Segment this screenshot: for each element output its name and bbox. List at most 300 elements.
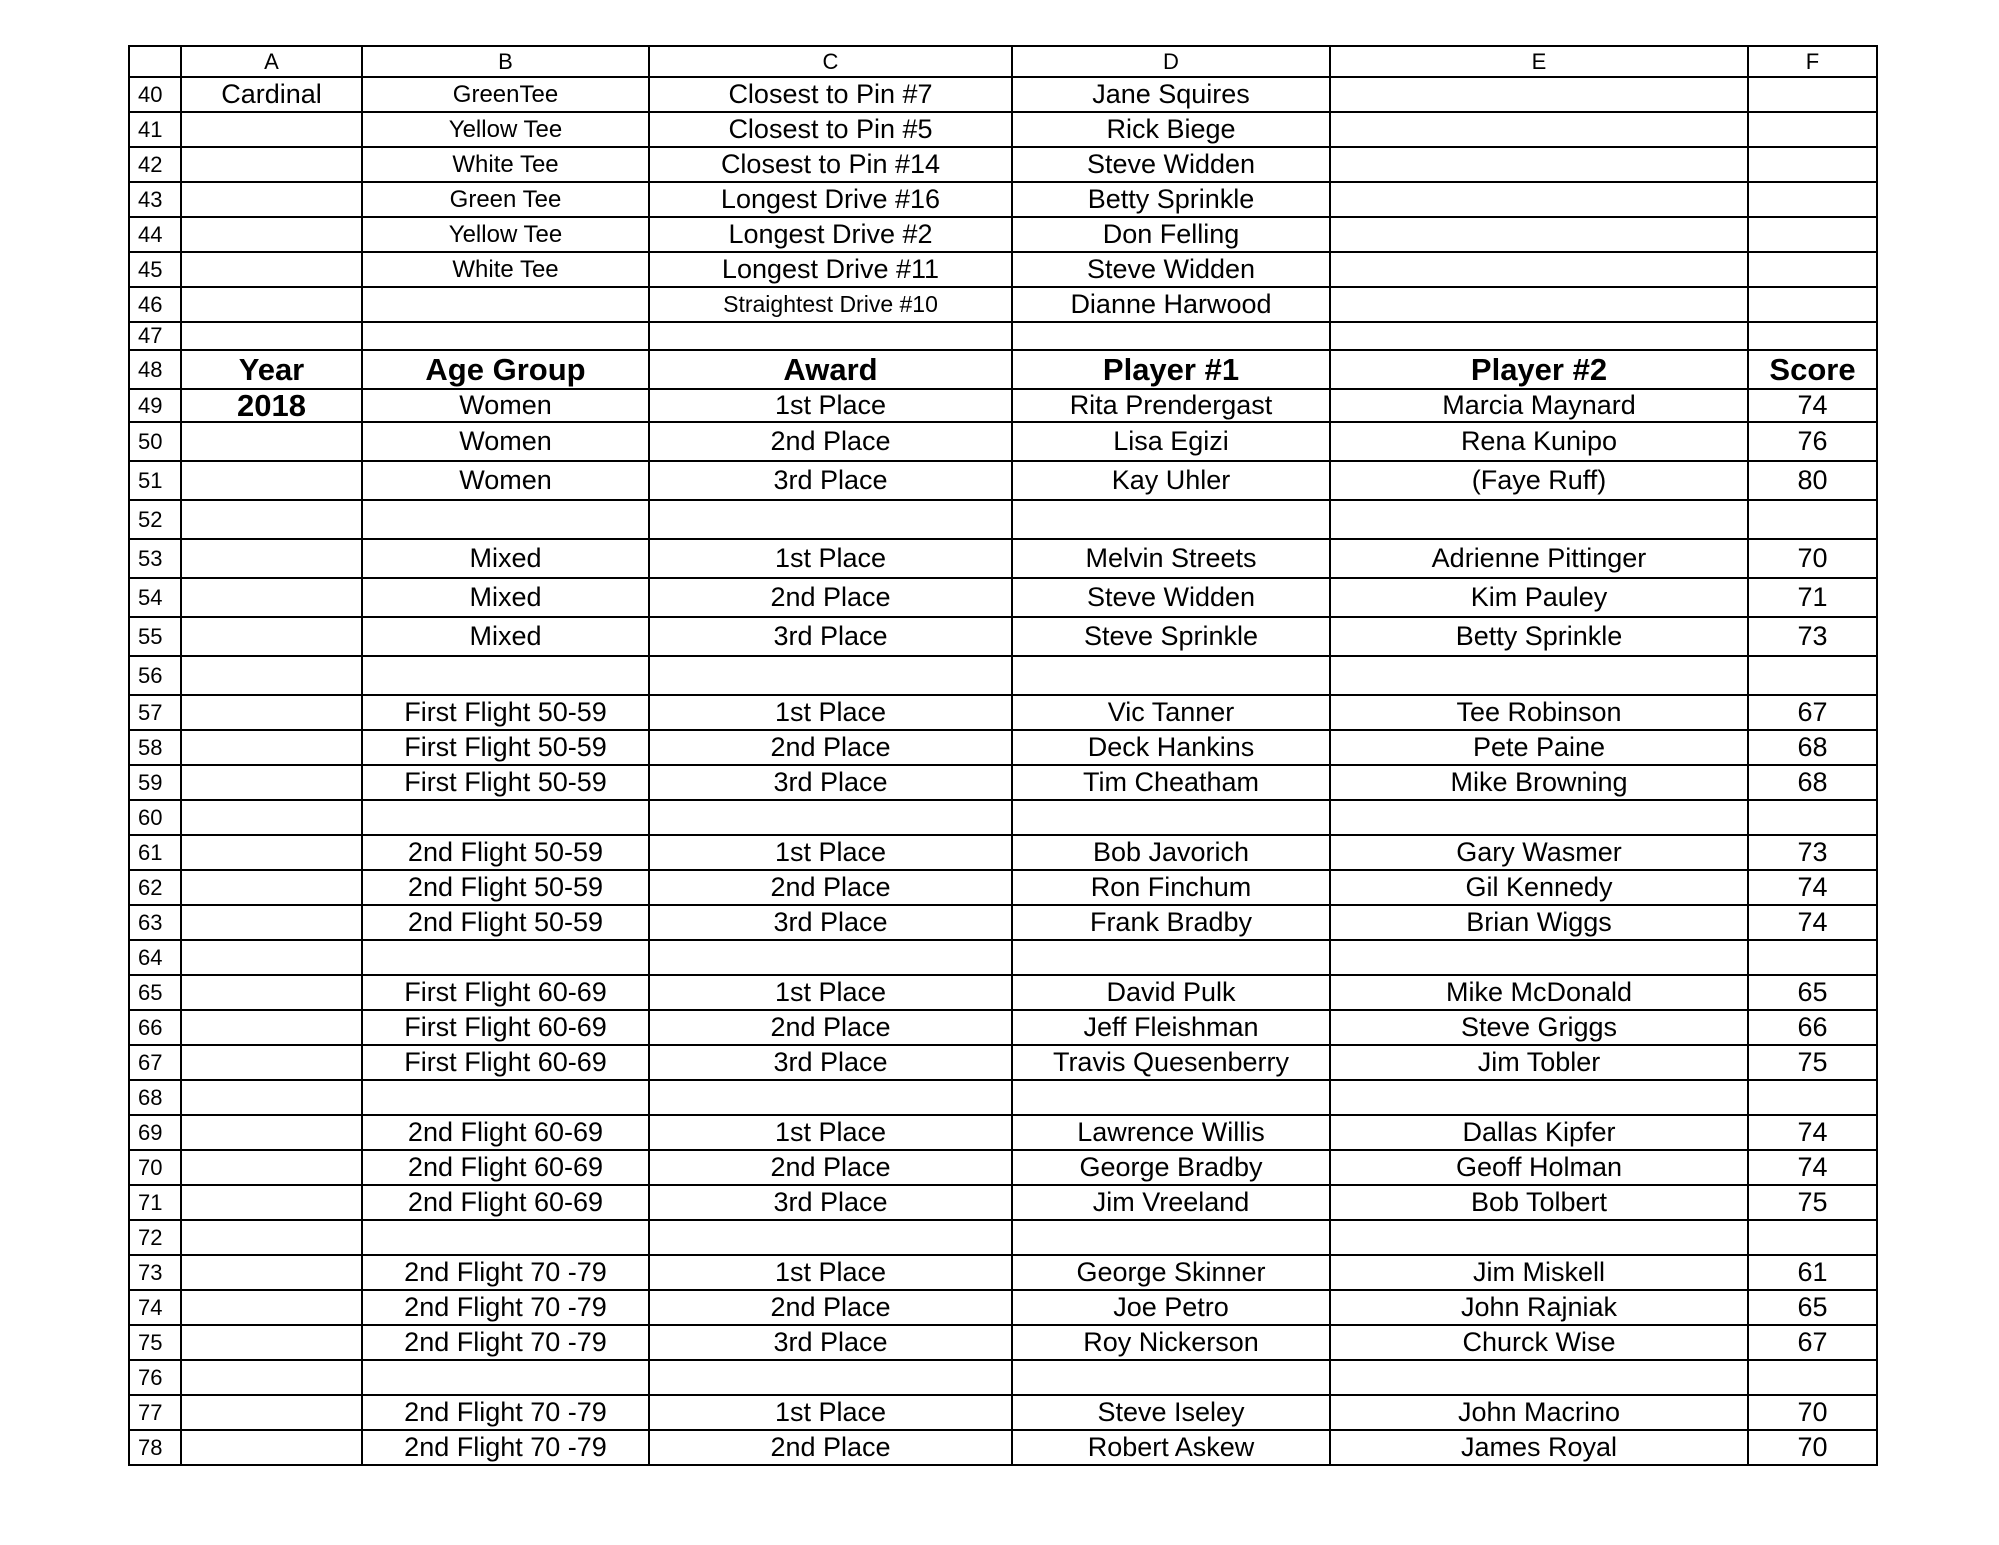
row-number[interactable]: 66 (129, 1010, 181, 1045)
cell-player-1[interactable]: Steve Widden (1012, 578, 1330, 617)
cell-score[interactable]: 75 (1748, 1185, 1877, 1220)
row-number[interactable]: 48 (129, 350, 181, 389)
cell-player-2[interactable]: Jim Tobler (1330, 1045, 1748, 1080)
cell-award[interactable]: 3rd Place (649, 1045, 1012, 1080)
cell-award[interactable]: Longest Drive #2 (649, 217, 1012, 252)
cell-player-2[interactable]: Pete Paine (1330, 730, 1748, 765)
cell-player-2[interactable] (1330, 217, 1748, 252)
cell-age-group[interactable]: White Tee (362, 147, 649, 182)
row-number[interactable]: 65 (129, 975, 181, 1010)
cell-player-1[interactable]: Steve Widden (1012, 147, 1330, 182)
row-number[interactable]: 76 (129, 1360, 181, 1395)
table-row (129, 389, 1877, 422)
cell-age-group[interactable]: First Flight 50-59 (362, 695, 649, 730)
row-number[interactable]: 73 (129, 1255, 181, 1290)
cell-score[interactable]: 68 (1748, 765, 1877, 800)
cell-year[interactable] (181, 539, 362, 578)
cell-age-group[interactable] (362, 800, 649, 835)
cell-age-group[interactable] (362, 287, 649, 322)
cell-player-2[interactable] (1330, 940, 1748, 975)
row-number[interactable]: 44 (129, 217, 181, 252)
cell-player-2[interactable] (1330, 287, 1748, 322)
cell-award[interactable]: Longest Drive #16 (649, 182, 1012, 217)
cell-award[interactable]: Closest to Pin #7 (649, 77, 1012, 112)
column-header-c[interactable]: C (649, 46, 1012, 77)
cell-award[interactable]: Straightest Drive #10 (649, 287, 1012, 322)
cell-age-group[interactable]: 2nd Flight 70 -79 (362, 1325, 649, 1360)
cell-year[interactable]: Cardinal (181, 77, 362, 112)
cell-player-2[interactable]: Marcia Maynard (1330, 389, 1748, 422)
column-header-f[interactable]: F (1748, 46, 1877, 77)
cell-player-2[interactable]: Jim Miskell (1330, 1255, 1748, 1290)
row-number[interactable]: 58 (129, 730, 181, 765)
cell-award[interactable]: 1st Place (649, 695, 1012, 730)
cell-player-2[interactable]: (Faye Ruff) (1330, 461, 1748, 500)
cell-player-2[interactable]: Rena Kunipo (1330, 422, 1748, 461)
cell-score[interactable] (1748, 112, 1877, 147)
cell-player-1[interactable]: Vic Tanner (1012, 695, 1330, 730)
row-number[interactable]: 60 (129, 800, 181, 835)
cell-award[interactable]: Award (649, 350, 1012, 389)
cell-age-group[interactable]: Women (362, 389, 649, 422)
cell-score[interactable] (1748, 500, 1877, 539)
cell-award[interactable]: 3rd Place (649, 461, 1012, 500)
row-number[interactable]: 77 (129, 1395, 181, 1430)
cell-year[interactable] (181, 870, 362, 905)
cell-player-1[interactable]: Travis Quesenberry (1012, 1045, 1330, 1080)
cell-player-1[interactable] (1012, 940, 1330, 975)
cell-age-group[interactable]: Age Group (362, 350, 649, 389)
cell-score[interactable] (1748, 656, 1877, 695)
cell-award[interactable] (649, 1080, 1012, 1115)
row-number[interactable]: 43 (129, 182, 181, 217)
cell-age-group[interactable]: Women (362, 422, 649, 461)
cell-year[interactable] (181, 1045, 362, 1080)
cell-award[interactable]: 2nd Place (649, 578, 1012, 617)
cell-year[interactable] (181, 287, 362, 322)
row-number[interactable]: 52 (129, 500, 181, 539)
cell-score[interactable]: 74 (1748, 1115, 1877, 1150)
row-number[interactable]: 75 (129, 1325, 181, 1360)
cell-player-1[interactable]: Jane Squires (1012, 77, 1330, 112)
cell-player-2[interactable]: Betty Sprinkle (1330, 617, 1748, 656)
cell-age-group[interactable]: 2nd Flight 70 -79 (362, 1395, 649, 1430)
cell-year[interactable] (181, 800, 362, 835)
cell-player-1[interactable]: Rita Prendergast (1012, 389, 1330, 422)
cell-year[interactable] (181, 1150, 362, 1185)
cell-player-2[interactable] (1330, 182, 1748, 217)
cell-score[interactable] (1748, 252, 1877, 287)
cell-score[interactable]: 61 (1748, 1255, 1877, 1290)
cell-age-group[interactable]: 2nd Flight 60-69 (362, 1185, 649, 1220)
row-number[interactable]: 63 (129, 905, 181, 940)
row-number[interactable]: 70 (129, 1150, 181, 1185)
cell-score[interactable]: 75 (1748, 1045, 1877, 1080)
cell-player-2[interactable]: Churck Wise (1330, 1325, 1748, 1360)
cell-award[interactable] (649, 800, 1012, 835)
table-row (129, 461, 1877, 500)
cell-score[interactable] (1748, 287, 1877, 322)
cell-score[interactable]: 67 (1748, 695, 1877, 730)
cell-year[interactable] (181, 765, 362, 800)
cell-award[interactable]: 1st Place (649, 835, 1012, 870)
cell-award[interactable]: Longest Drive #11 (649, 252, 1012, 287)
cell-year[interactable] (181, 252, 362, 287)
cell-age-group[interactable]: 2nd Flight 70 -79 (362, 1255, 649, 1290)
cell-player-1[interactable]: Steve Sprinkle (1012, 617, 1330, 656)
row-number[interactable]: 45 (129, 252, 181, 287)
cell-year[interactable] (181, 422, 362, 461)
cell-award[interactable] (649, 1220, 1012, 1255)
cell-score[interactable]: 71 (1748, 578, 1877, 617)
cell-score[interactable]: 74 (1748, 389, 1877, 422)
row-number[interactable]: 67 (129, 1045, 181, 1080)
cell-score[interactable]: 65 (1748, 1290, 1877, 1325)
cell-score[interactable]: 70 (1748, 1395, 1877, 1430)
cell-year[interactable] (181, 217, 362, 252)
cell-score[interactable]: 66 (1748, 1010, 1877, 1045)
table-row (129, 147, 1877, 182)
cell-award[interactable]: 2nd Place (649, 1150, 1012, 1185)
cell-score[interactable]: 70 (1748, 1430, 1877, 1465)
table-row (129, 730, 1877, 765)
column-header-row (129, 46, 1877, 77)
row-number[interactable]: 42 (129, 147, 181, 182)
cell-player-1[interactable]: George Skinner (1012, 1255, 1330, 1290)
table-row (129, 217, 1877, 252)
cell-player-2[interactable]: Kim Pauley (1330, 578, 1748, 617)
cell-score[interactable]: Score (1748, 350, 1877, 389)
cell-score[interactable]: 74 (1748, 1150, 1877, 1185)
cell-year[interactable] (181, 1290, 362, 1325)
cell-score[interactable] (1748, 1080, 1877, 1115)
cell-age-group[interactable]: Mixed (362, 617, 649, 656)
cell-score[interactable] (1748, 77, 1877, 112)
cell-player-1[interactable]: Kay Uhler (1012, 461, 1330, 500)
cell-player-1[interactable]: Robert Askew (1012, 1430, 1330, 1465)
cell-score[interactable]: 68 (1748, 730, 1877, 765)
cell-award[interactable]: 3rd Place (649, 765, 1012, 800)
cell-year[interactable] (181, 182, 362, 217)
cell-player-2[interactable] (1330, 800, 1748, 835)
cell-year[interactable] (181, 905, 362, 940)
cell-player-1[interactable]: David Pulk (1012, 975, 1330, 1010)
cell-year[interactable] (181, 1360, 362, 1395)
cell-age-group[interactable]: First Flight 50-59 (362, 730, 649, 765)
cell-age-group[interactable]: First Flight 50-59 (362, 765, 649, 800)
cell-player-1[interactable]: Steve Widden (1012, 252, 1330, 287)
row-number[interactable]: 47 (129, 322, 181, 350)
cell-age-group[interactable]: Mixed (362, 539, 649, 578)
row-number[interactable]: 59 (129, 765, 181, 800)
cell-age-group[interactable]: White Tee (362, 252, 649, 287)
cell-player-1[interactable]: Player #1 (1012, 350, 1330, 389)
cell-score[interactable]: 74 (1748, 870, 1877, 905)
table-row (129, 1220, 1877, 1255)
cell-player-2[interactable]: Dallas Kipfer (1330, 1115, 1748, 1150)
cell-score[interactable] (1748, 800, 1877, 835)
cell-player-2[interactable]: Gil Kennedy (1330, 870, 1748, 905)
cell-player-1[interactable]: Steve Iseley (1012, 1395, 1330, 1430)
table-row (129, 1045, 1877, 1080)
cell-age-group[interactable]: 2nd Flight 50-59 (362, 835, 649, 870)
cell-player-2[interactable] (1330, 1080, 1748, 1115)
row-number[interactable]: 49 (129, 389, 181, 422)
cell-player-1[interactable]: Lawrence Willis (1012, 1115, 1330, 1150)
cell-score[interactable]: 70 (1748, 539, 1877, 578)
cell-player-2[interactable]: Steve Griggs (1330, 1010, 1748, 1045)
table-row (129, 422, 1877, 461)
cell-award[interactable]: 2nd Place (649, 1290, 1012, 1325)
cell-player-2[interactable] (1330, 1360, 1748, 1395)
row-number[interactable]: 78 (129, 1430, 181, 1465)
cell-year[interactable] (181, 975, 362, 1010)
cell-age-group[interactable]: First Flight 60-69 (362, 1045, 649, 1080)
cell-player-2[interactable]: Brian Wiggs (1330, 905, 1748, 940)
cell-year[interactable]: 2018 (181, 389, 362, 422)
cell-score[interactable] (1748, 1220, 1877, 1255)
cell-age-group[interactable] (362, 1080, 649, 1115)
cell-player-2[interactable]: James Royal (1330, 1430, 1748, 1465)
cell-year[interactable] (181, 617, 362, 656)
row-number[interactable]: 50 (129, 422, 181, 461)
cell-player-1[interactable]: Rick Biege (1012, 112, 1330, 147)
cell-player-1[interactable]: Melvin Streets (1012, 539, 1330, 578)
cell-year[interactable] (181, 730, 362, 765)
row-number[interactable]: 54 (129, 578, 181, 617)
table-row (129, 800, 1877, 835)
cell-award[interactable]: 2nd Place (649, 730, 1012, 765)
cell-age-group[interactable]: 2nd Flight 70 -79 (362, 1430, 649, 1465)
cell-score[interactable]: 65 (1748, 975, 1877, 1010)
cell-age-group[interactable]: 2nd Flight 60-69 (362, 1115, 649, 1150)
cell-age-group[interactable] (362, 500, 649, 539)
cell-award[interactable]: 3rd Place (649, 905, 1012, 940)
row-number[interactable]: 69 (129, 1115, 181, 1150)
cell-player-2[interactable] (1330, 1220, 1748, 1255)
cell-player-2[interactable]: Tee Robinson (1330, 695, 1748, 730)
cell-year[interactable] (181, 1010, 362, 1045)
cell-score[interactable] (1748, 940, 1877, 975)
cell-year[interactable] (181, 835, 362, 870)
cell-award[interactable] (649, 656, 1012, 695)
cell-player-2[interactable]: Adrienne Pittinger (1330, 539, 1748, 578)
cell-player-2[interactable] (1330, 112, 1748, 147)
cell-age-group[interactable]: Mixed (362, 578, 649, 617)
column-header-a[interactable]: A (181, 46, 362, 77)
row-number[interactable]: 46 (129, 287, 181, 322)
cell-award[interactable] (649, 1360, 1012, 1395)
cell-player-2[interactable]: Gary Wasmer (1330, 835, 1748, 870)
column-header-d[interactable]: D (1012, 46, 1330, 77)
cell-player-2[interactable]: John Rajniak (1330, 1290, 1748, 1325)
cell-score[interactable]: 67 (1748, 1325, 1877, 1360)
cell-age-group[interactable] (362, 1360, 649, 1395)
row-number[interactable]: 61 (129, 835, 181, 870)
cell-player-1[interactable] (1012, 1220, 1330, 1255)
cell-award[interactable]: Closest to Pin #5 (649, 112, 1012, 147)
cell-player-1[interactable]: Lisa Egizi (1012, 422, 1330, 461)
cell-year[interactable] (181, 322, 362, 350)
cell-score[interactable]: 73 (1748, 617, 1877, 656)
cell-award[interactable]: 1st Place (649, 539, 1012, 578)
table-row (129, 578, 1877, 617)
row-number[interactable]: 57 (129, 695, 181, 730)
row-number[interactable]: 68 (129, 1080, 181, 1115)
cell-year[interactable] (181, 147, 362, 182)
cell-player-2[interactable] (1330, 147, 1748, 182)
table-row (129, 617, 1877, 656)
cell-player-2[interactable]: Mike McDonald (1330, 975, 1748, 1010)
row-number[interactable]: 53 (129, 539, 181, 578)
cell-player-2[interactable] (1330, 77, 1748, 112)
cell-award[interactable]: 3rd Place (649, 617, 1012, 656)
cell-award[interactable]: 1st Place (649, 389, 1012, 422)
cell-age-group[interactable]: 2nd Flight 70 -79 (362, 1290, 649, 1325)
cell-year[interactable] (181, 1325, 362, 1360)
cell-year[interactable] (181, 1430, 362, 1465)
cell-player-1[interactable]: Bob Javorich (1012, 835, 1330, 870)
cell-player-1[interactable]: Tim Cheatham (1012, 765, 1330, 800)
cell-age-group[interactable]: First Flight 60-69 (362, 1010, 649, 1045)
cell-age-group[interactable] (362, 1220, 649, 1255)
cell-player-1[interactable]: Dianne Harwood (1012, 287, 1330, 322)
row-number[interactable]: 56 (129, 656, 181, 695)
corner-cell[interactable] (129, 46, 181, 77)
cell-player-2[interactable]: John Macrino (1330, 1395, 1748, 1430)
cell-award[interactable]: Closest to Pin #14 (649, 147, 1012, 182)
cell-score[interactable]: 73 (1748, 835, 1877, 870)
column-header-e[interactable]: E (1330, 46, 1748, 77)
cell-year[interactable] (181, 1185, 362, 1220)
cell-year[interactable] (181, 578, 362, 617)
cell-year[interactable] (181, 1080, 362, 1115)
row-number[interactable]: 51 (129, 461, 181, 500)
cell-score[interactable]: 80 (1748, 461, 1877, 500)
cell-player-1[interactable]: Don Felling (1012, 217, 1330, 252)
cell-player-2[interactable]: Bob Tolbert (1330, 1185, 1748, 1220)
cell-year[interactable] (181, 1255, 362, 1290)
cell-age-group[interactable] (362, 940, 649, 975)
cell-award[interactable]: 1st Place (649, 1395, 1012, 1430)
cell-age-group[interactable]: Yellow Tee (362, 112, 649, 147)
cell-age-group[interactable]: GreenTee (362, 77, 649, 112)
cell-year[interactable] (181, 1220, 362, 1255)
cell-year[interactable] (181, 1395, 362, 1430)
cell-player-1[interactable]: Betty Sprinkle (1012, 182, 1330, 217)
cell-player-1[interactable] (1012, 1360, 1330, 1395)
row-number[interactable]: 55 (129, 617, 181, 656)
row-number[interactable]: 71 (129, 1185, 181, 1220)
cell-year[interactable] (181, 112, 362, 147)
cell-player-2[interactable] (1330, 252, 1748, 287)
column-header-b[interactable]: B (362, 46, 649, 77)
cell-age-group[interactable]: 2nd Flight 60-69 (362, 1150, 649, 1185)
cell-score[interactable]: 76 (1748, 422, 1877, 461)
cell-score[interactable] (1748, 182, 1877, 217)
cell-award[interactable]: 2nd Place (649, 422, 1012, 461)
cell-player-1[interactable] (1012, 1080, 1330, 1115)
cell-age-group[interactable]: 2nd Flight 50-59 (362, 870, 649, 905)
cell-player-1[interactable]: Deck Hankins (1012, 730, 1330, 765)
table-row (129, 1150, 1877, 1185)
cell-award[interactable] (649, 940, 1012, 975)
cell-player-2[interactable] (1330, 500, 1748, 539)
cell-score[interactable] (1748, 147, 1877, 182)
table-row (129, 975, 1877, 1010)
cell-award[interactable] (649, 500, 1012, 539)
cell-year[interactable] (181, 656, 362, 695)
row-number[interactable]: 72 (129, 1220, 181, 1255)
cell-age-group[interactable]: Green Tee (362, 182, 649, 217)
cell-player-2[interactable] (1330, 322, 1748, 350)
cell-year[interactable] (181, 1115, 362, 1150)
table-row (129, 182, 1877, 217)
cell-player-1[interactable]: Jeff Fleishman (1012, 1010, 1330, 1045)
cell-age-group[interactable] (362, 322, 649, 350)
row-number[interactable]: 74 (129, 1290, 181, 1325)
cell-year[interactable] (181, 940, 362, 975)
cell-player-1[interactable]: Ron Finchum (1012, 870, 1330, 905)
cell-player-1[interactable]: Jim Vreeland (1012, 1185, 1330, 1220)
table-row (129, 905, 1877, 940)
spreadsheet-table (128, 45, 1878, 1466)
cell-award[interactable]: 2nd Place (649, 870, 1012, 905)
table-row (129, 1430, 1877, 1465)
cell-age-group[interactable]: Women (362, 461, 649, 500)
cell-year[interactable] (181, 461, 362, 500)
cell-player-1[interactable]: George Bradby (1012, 1150, 1330, 1185)
cell-age-group[interactable] (362, 656, 649, 695)
cell-award[interactable]: 2nd Place (649, 1010, 1012, 1045)
cell-player-2[interactable]: Player #2 (1330, 350, 1748, 389)
cell-year[interactable]: Year (181, 350, 362, 389)
cell-player-1[interactable]: Joe Petro (1012, 1290, 1330, 1325)
cell-player-2[interactable] (1330, 656, 1748, 695)
table-row (129, 287, 1877, 322)
cell-score[interactable] (1748, 322, 1877, 350)
cell-award[interactable] (649, 322, 1012, 350)
cell-player-1[interactable]: Frank Bradby (1012, 905, 1330, 940)
cell-award[interactable]: 3rd Place (649, 1185, 1012, 1220)
cell-year[interactable] (181, 695, 362, 730)
row-number[interactable]: 41 (129, 112, 181, 147)
cell-year[interactable] (181, 500, 362, 539)
cell-player-1[interactable] (1012, 800, 1330, 835)
cell-age-group[interactable]: First Flight 60-69 (362, 975, 649, 1010)
cell-player-2[interactable]: Mike Browning (1330, 765, 1748, 800)
cell-award[interactable]: 1st Place (649, 1115, 1012, 1150)
cell-score[interactable]: 74 (1748, 905, 1877, 940)
table-row (129, 500, 1877, 539)
cell-score[interactable] (1748, 217, 1877, 252)
cell-award[interactable]: 3rd Place (649, 1325, 1012, 1360)
cell-player-2[interactable]: Geoff Holman (1330, 1150, 1748, 1185)
row-number[interactable]: 62 (129, 870, 181, 905)
cell-award[interactable]: 1st Place (649, 1255, 1012, 1290)
cell-award[interactable]: 1st Place (649, 975, 1012, 1010)
cell-age-group[interactable]: 2nd Flight 50-59 (362, 905, 649, 940)
cell-player-1[interactable]: Roy Nickerson (1012, 1325, 1330, 1360)
row-number[interactable]: 40 (129, 77, 181, 112)
cell-player-1[interactable] (1012, 500, 1330, 539)
row-number[interactable]: 64 (129, 940, 181, 975)
cell-score[interactable] (1748, 1360, 1877, 1395)
cell-player-1[interactable] (1012, 322, 1330, 350)
cell-age-group[interactable]: Yellow Tee (362, 217, 649, 252)
cell-player-1[interactable] (1012, 656, 1330, 695)
cell-award[interactable]: 2nd Place (649, 1430, 1012, 1465)
